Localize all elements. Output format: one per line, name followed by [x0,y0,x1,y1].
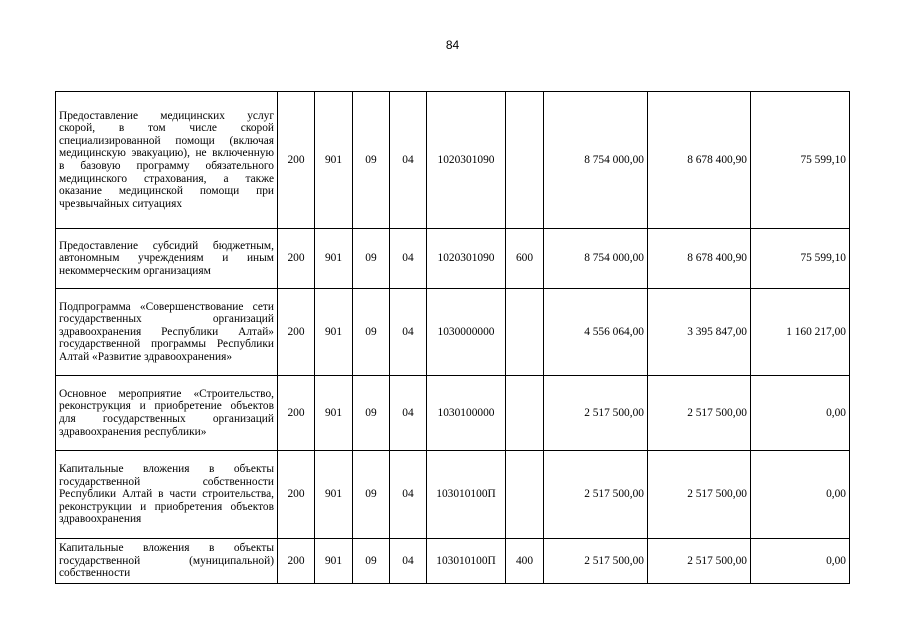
row-code-3: 09 [353,92,390,229]
row-code-1: 200 [278,289,315,376]
row-expense-type [506,451,544,539]
row-code-2: 901 [315,229,353,289]
row-name: Основное мероприятие «Строительство, реконструкция и приобретение объектов для государственных организаций здравоохранения республики» [56,376,278,451]
table-row [56,92,850,229]
table-row [56,229,850,289]
row-sum-2: 3 395 847,00 [648,289,751,376]
row-sum-2: 8 678 400,90 [648,92,751,229]
budget-table [55,91,850,584]
row-expense-type [506,289,544,376]
row-expense-type: 400 [506,539,544,584]
row-sum-1: 8 754 000,00 [544,229,648,289]
row-sum-1: 2 517 500,00 [544,451,648,539]
row-name: Капитальные вложения в объекты государственной собственности Республики Алтай в части строительства, реконструкции и приобретения объектов здравоохранения [56,451,278,539]
row-code-3: 09 [353,376,390,451]
row-sum-2: 2 517 500,00 [648,539,751,584]
row-sum-3: 0,00 [751,376,850,451]
row-code-2: 901 [315,92,353,229]
row-sum-3: 0,00 [751,451,850,539]
row-expense-type [506,376,544,451]
row-code-3: 09 [353,289,390,376]
row-target-code: 1020301090 [427,229,506,289]
table-row [56,289,850,376]
row-code-1: 200 [278,229,315,289]
row-code-3: 09 [353,229,390,289]
row-code-2: 901 [315,539,353,584]
row-code-1: 200 [278,92,315,229]
row-expense-type: 600 [506,229,544,289]
table-row [56,451,850,539]
row-sum-2: 8 678 400,90 [648,229,751,289]
row-sum-3: 0,00 [751,539,850,584]
row-code-1: 200 [278,451,315,539]
row-code-4: 04 [390,539,427,584]
row-target-code: 103010100П [427,451,506,539]
row-code-3: 09 [353,451,390,539]
row-expense-type [506,92,544,229]
row-code-1: 200 [278,376,315,451]
row-name: Предоставление субсидий бюджетным, автономным учреждениям и иным некоммерческим организациям [56,229,278,289]
row-sum-2: 2 517 500,00 [648,376,751,451]
row-name: Подпрограмма «Совершенствование сети государственных организаций здравоохранения Республики Алтай» государственной программы Республики Алтай «Развитие здравоохранения» [56,289,278,376]
row-code-1: 200 [278,539,315,584]
row-target-code: 1020301090 [427,92,506,229]
page-number: 84 [445,38,460,52]
row-target-code: 1030100000 [427,376,506,451]
row-code-2: 901 [315,289,353,376]
row-code-4: 04 [390,451,427,539]
row-name: Капитальные вложения в объекты государственной (муниципальной) собственности [56,539,278,584]
row-code-4: 04 [390,376,427,451]
table-row [56,539,850,584]
row-code-2: 901 [315,376,353,451]
row-sum-1: 2 517 500,00 [544,376,648,451]
row-code-2: 901 [315,451,353,539]
row-sum-1: 2 517 500,00 [544,539,648,584]
row-sum-3: 75 599,10 [751,92,850,229]
row-code-3: 09 [353,539,390,584]
table-row [56,376,850,451]
row-sum-1: 4 556 064,00 [544,289,648,376]
row-sum-3: 75 599,10 [751,229,850,289]
row-name: Предоставление медицинских услуг скорой, в том числе скорой специализированной помощи (включая медицинскую эвакуацию), не включенную в базовую программу обязательного медицинского страхования, а также оказание медицинской помощи при чрезвычайных ситуациях [56,92,278,229]
row-target-code: 103010100П [427,539,506,584]
row-code-4: 04 [390,92,427,229]
row-sum-3: 1 160 217,00 [751,289,850,376]
row-code-4: 04 [390,289,427,376]
row-sum-1: 8 754 000,00 [544,92,648,229]
row-sum-2: 2 517 500,00 [648,451,751,539]
row-code-4: 04 [390,229,427,289]
row-target-code: 1030000000 [427,289,506,376]
